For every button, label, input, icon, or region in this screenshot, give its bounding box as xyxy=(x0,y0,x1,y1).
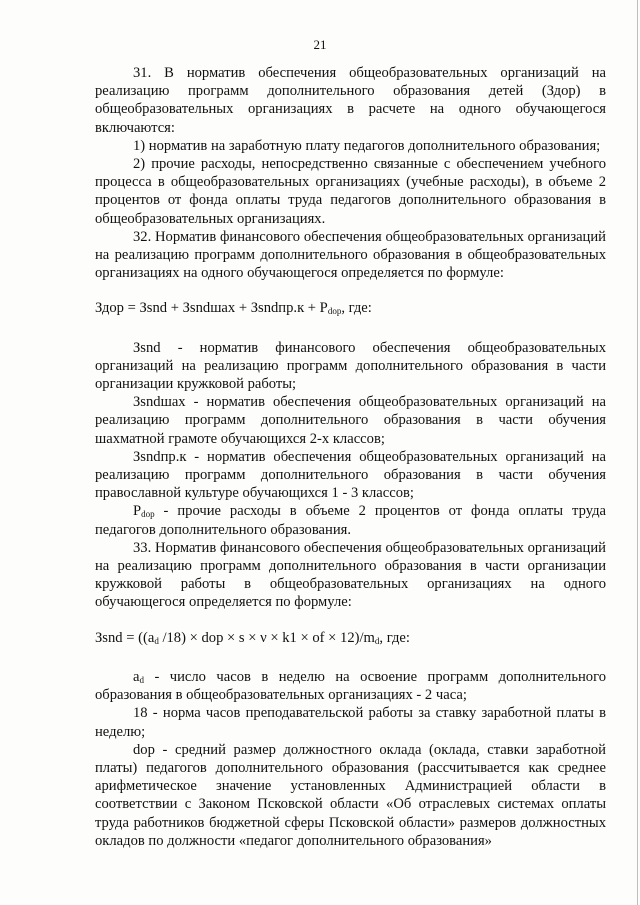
definition-ad xyxy=(95,668,606,704)
document-body xyxy=(95,64,606,850)
definition-zsndshah: Зsndшах - норматив обеспечения общеобразовательных организаций на реализацию программ дополнительного образования в части обучения шахматной грамоте обучающихся 2-х классов; xyxy=(95,394,606,447)
definition-dop: dop - средний размер должностного оклада (оклада, ставки заработной платы) педагогов дополнительного образования (рассчитывается как среднее арифметическое значение установленных Администрацией области в соответствии с Законом Псковской области «Об отраслевых системах оплаты труда работников бюджетной сферы Псковской области» размеров должностных окладов по должности «педагог дополнительного образования» xyxy=(95,741,606,849)
definition-18: 18 - норма часов преподавательской работы за ставку заработной платы в неделю; xyxy=(95,705,606,740)
formula-zdop-tail: , где: xyxy=(341,300,372,317)
pdop-text: - прочие расходы в объеме 2 процентов от фонда оплаты труда педагогов дополнительного образования. xyxy=(95,503,606,538)
formula-zdop xyxy=(95,299,606,317)
paragraph-32: 32. Норматив финансового обеспечения общеобразовательных организаций на реализацию программ дополнительного образования в общеобразовательных организациях на одного обучающегося определяется по формуле: xyxy=(95,228,606,282)
list-item-2: 2) прочие расходы, непосредственно связанные с обеспечением учебного процесса в общеобразовательных организациях (учебные расходы), в объеме 2 процентов от фонда оплаты труда педагогов дополнительного образования в общеобразовательных организациях. xyxy=(95,156,606,227)
formula-zsnd-part2: /18) × dop × s × ν × k1 × of × 12)/m xyxy=(158,629,375,646)
page-number: 21 xyxy=(313,37,327,52)
formula-zdop-main: Здор = Зsnd + Зsndшах + Зsndпр.к + Р xyxy=(95,300,328,317)
formula-zdop-sub: dop xyxy=(327,306,342,317)
paragraph-33: 33. Норматив финансового обеспечения общеобразовательных организаций на реализацию программ дополнительного образования в части организации кружковой работы в общеобразовательных организациях на одного обучающегося определяется по формуле: xyxy=(95,539,606,611)
formula-zsnd-part1: Зsnd = ((а xyxy=(95,629,155,646)
list-item-1: 1) норматив на заработную плату педагогов дополнительного образования; xyxy=(133,137,601,154)
definition-pdop xyxy=(95,502,606,538)
ad-text: - число часов в неделю на освоение программ дополнительного образования в общеобразовательных организациях - 2 часа; xyxy=(95,668,606,704)
page-edge xyxy=(637,0,638,905)
formula-zsnd-sub2: d xyxy=(374,635,380,646)
formula-zsnd xyxy=(95,629,606,647)
definition-zsndprk: Зsndпр.к - норматив обеспечения общеобразовательных организаций на реализацию программ дополнительного образования в части обучения православной культуре обучающихся 1 - 3 классов; xyxy=(95,448,606,502)
paragraph-31: 31. В норматив обеспечения общеобразовательных организаций на реализацию программ дополнительного образования детей (Здор) в общеобразовательных организациях в расчете на одного обучающегося включаются: xyxy=(95,65,606,136)
formula-zsnd-tail: , где: xyxy=(379,629,410,646)
pdop-letter: Р xyxy=(133,503,142,520)
ad-letter: а xyxy=(133,668,140,685)
definition-zsnd: Зsnd - норматив финансового обеспечения общеобразовательных организаций на реализацию программ дополнительного образования в части организации кружковой работы; xyxy=(95,339,606,393)
ad-sub: d xyxy=(139,674,144,685)
pdop-sub: dop xyxy=(141,509,155,520)
formula-zsnd-sub1: d xyxy=(154,635,159,646)
